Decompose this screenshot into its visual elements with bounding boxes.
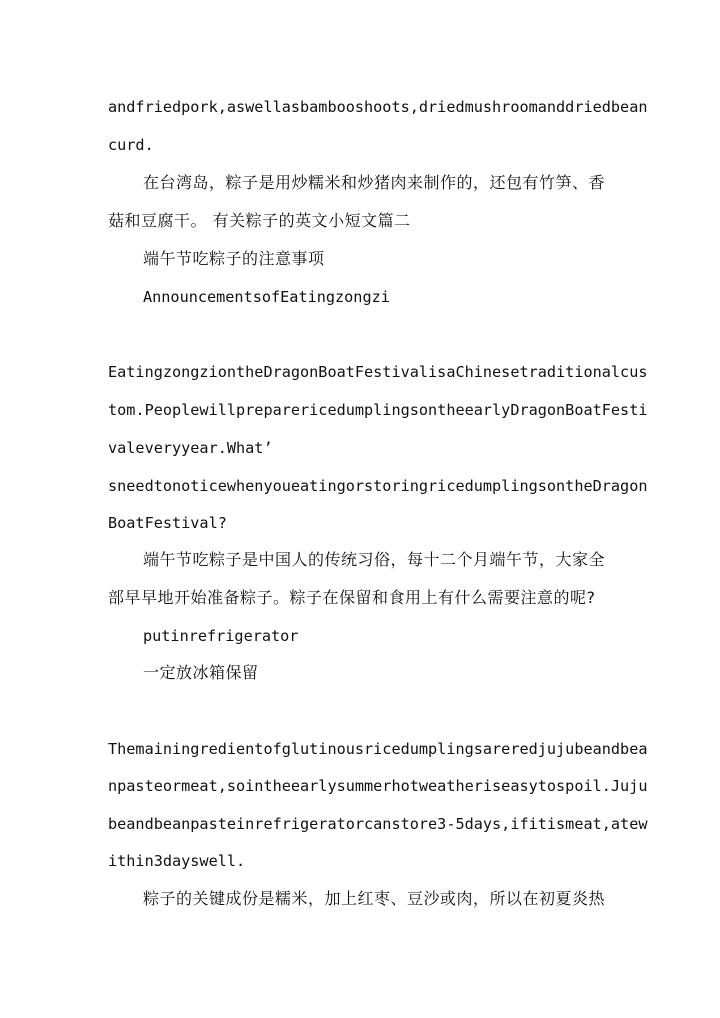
- text-line-18: beandbeanpasteinrefrigeratorcanstore3-5days,ifitismeat,atew: [108, 815, 648, 833]
- text-line-20: 粽子的关键成份是糯米，加上红枣、豆沙或肉，所以在初夏炎热: [143, 889, 606, 908]
- text-line-13: 部早早地开始准备粽子。粽子在保留和食用上有什么需要注意的呢?: [108, 588, 596, 607]
- text-line-3: 在台湾岛，粽子是用炒糯米和炒猪肉来制作的，还包有竹笋、香: [143, 173, 606, 192]
- text-line-9: valeveryyear.What’: [108, 439, 273, 457]
- text-line-17: npasteormeat,sointheearlysummerhotweatheriseasytospoil.Juju: [108, 777, 648, 795]
- text-line-4: 菇和豆腐干。 有关粽子的英文小短文篇二: [108, 211, 411, 230]
- text-line-8: tom.PeoplewillpreparericedumplingsontheearlyDragonBoatFesti: [108, 401, 648, 419]
- text-line-1: andfriedpork,aswellasbambooshoots,driedmushroomanddriedbean: [108, 98, 648, 116]
- text-line-11: BoatFestival?: [108, 514, 227, 532]
- text-line-2: curd.: [108, 136, 154, 154]
- text-line-19: ithin3dayswell.: [108, 852, 246, 870]
- text-line-6: AnnouncementsofEatingzongzi: [143, 288, 390, 306]
- text-line-7: EatingzongziontheDragonBoatFestivalisaChinesetraditionalcus: [108, 363, 648, 381]
- text-line-5: 端午节吃粽子的注意事项: [143, 249, 325, 268]
- text-line-15: 一定放冰箱保留: [143, 663, 259, 682]
- text-line-12: 端午节吃粽子是中国人的传统习俗，每十二个月端午节，大家全: [143, 550, 606, 569]
- text-line-16: Themainingredientofglutinousricedumplingsareredjujubeandbea: [108, 740, 648, 758]
- text-line-10: sneedtonoticewhenyoueatingorstoringricedumplingsontheDragon: [108, 477, 648, 495]
- text-line-14: putinrefrigerator: [143, 627, 299, 645]
